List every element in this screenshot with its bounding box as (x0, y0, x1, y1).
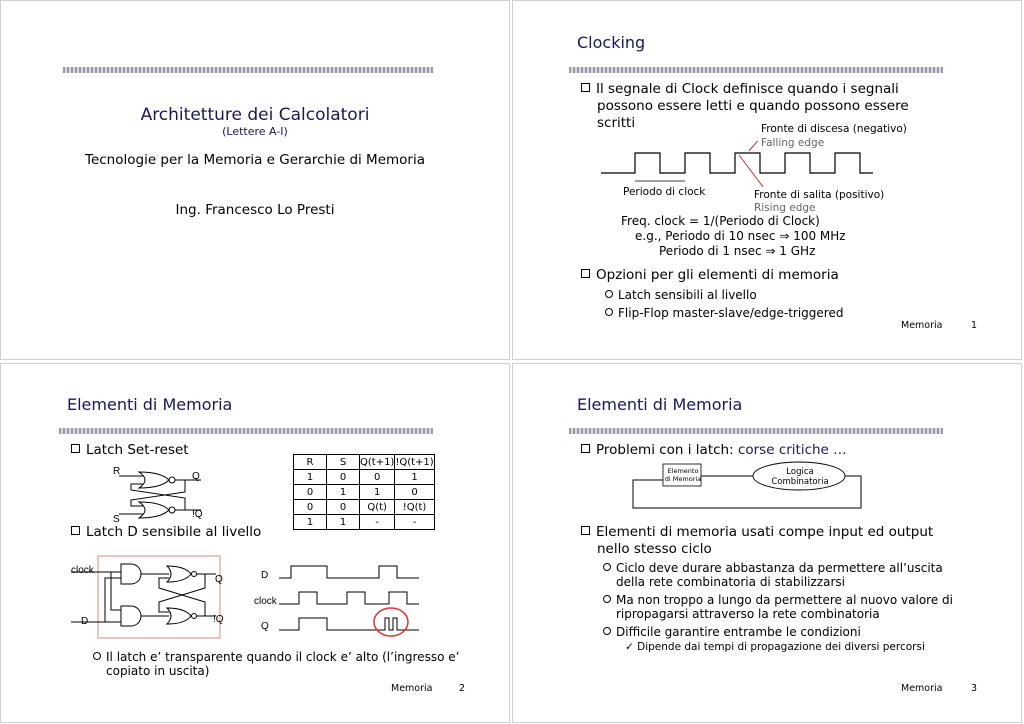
table-row (294, 455, 435, 470)
table-cell: 1 (294, 515, 327, 530)
falling-edge-arrow (749, 141, 761, 151)
table-cell: S (327, 455, 360, 470)
nor-gate-top (139, 472, 169, 488)
d-latch-label-d: D (81, 616, 89, 627)
d-latch-label-q: Q (215, 574, 223, 585)
footer-label: Memoria (901, 683, 943, 694)
glitch-highlight (374, 608, 408, 636)
wave-label-clock: clock (254, 596, 277, 607)
nor-gate-bottom (139, 502, 169, 518)
page-number: 3 (971, 683, 978, 694)
bullet-box-icon (581, 444, 590, 453)
check-propagation: ✓ Dipende dai tempi di propagazione dei diversi percorsi (625, 641, 925, 653)
sub-cycle-long: Ciclo deve durare abbastanza da permettere all’uscita (603, 561, 943, 575)
bullet-box-icon (581, 526, 590, 535)
table-cell: - (360, 515, 395, 530)
table-cell: 1 (294, 470, 327, 485)
rising-edge-en-label: Rising edge (754, 202, 816, 214)
sr-label-nq: !Q (192, 509, 203, 520)
course-title: Architetture dei Calcolatori (140, 105, 370, 125)
bullet-box-icon (71, 526, 80, 535)
combinational-logic-label: Logica Combinatoria (771, 467, 829, 487)
waveform-q (279, 618, 419, 630)
title-divider (59, 428, 433, 434)
table-cell: Q(t+1) (360, 456, 395, 468)
d-latch-outline (98, 556, 220, 638)
d-latch-diagram (71, 554, 241, 640)
table-cell: 0 (294, 500, 327, 515)
bullet-latch-problems: Problemi con i latch: corse critiche … (581, 442, 847, 458)
d-latch-label-clock: clock (71, 565, 94, 576)
table-cell: 0 (360, 470, 395, 485)
bullet-box-icon (71, 444, 80, 453)
checkmark-icon: ✓ (625, 641, 638, 653)
bullet-clock-signal-line3: scritti (597, 115, 636, 131)
and-gate-top (121, 564, 141, 584)
table-cell: 0 (395, 485, 434, 500)
sr-label-q: Q (192, 471, 200, 482)
transparent-note: Il latch e’ transparente quando il clock e’ alto (l’ingresso e’ (93, 650, 459, 664)
memory-element-label: Elemento di Memoria (664, 467, 702, 483)
table-cell: 1 (327, 485, 360, 500)
bullet-ring-icon (605, 308, 613, 316)
clock-waveform (601, 153, 873, 173)
title-divider (63, 67, 433, 73)
page-number: 1 (971, 320, 978, 331)
bullet-ring-icon (603, 595, 611, 603)
bullet-ring-icon (605, 290, 613, 298)
table-cell: 0 (294, 485, 327, 500)
title-divider (569, 67, 943, 73)
table-cell: 1 (395, 470, 434, 485)
waveform-d (279, 566, 419, 578)
slide-clocking (512, 0, 1022, 360)
table-row (294, 515, 435, 530)
sr-label-r: R (113, 466, 121, 477)
falling-edge-en-label: Falling edge (761, 137, 825, 149)
and-gate-bottom (121, 606, 141, 626)
table-row (294, 500, 435, 515)
lecture-topic: Tecnologie per la Memoria e Gerarchie di Memoria (85, 152, 425, 168)
sr-label-s: S (113, 514, 120, 525)
sub-difficult: Difficile garantire entrambe le condizioni (603, 625, 861, 639)
bullet-memory-io: Elementi di memoria usati compe input ed output (581, 524, 933, 540)
bullet-memory-options: Opzioni per gli elementi di memoria (581, 267, 839, 283)
page-number: 2 (459, 683, 466, 694)
title-divider (569, 428, 943, 434)
footer-label: Memoria (901, 320, 943, 331)
bullet-box-icon (581, 269, 590, 278)
waveform-clock (279, 592, 419, 604)
table-cell: Q(t) (360, 500, 395, 515)
transparent-note-line2: copiato in uscita) (106, 664, 210, 678)
d-latch-label-nq: !Q (213, 614, 224, 625)
sub-cycle-short-line2: ripropagarsi attraverso la rete combinatoria (616, 607, 880, 621)
freq-example-2: Periodo di 1 nsec ⇒ 1 GHz (659, 244, 816, 258)
footer-label: Memoria (391, 683, 433, 694)
sub-flipflop: Flip-Flop master-slave/edge-triggered (605, 306, 843, 320)
table-row (294, 485, 435, 500)
slide-title: Elementi di Memoria (67, 395, 233, 414)
table-cell: - (395, 515, 434, 530)
d-latch-waveforms (279, 560, 429, 640)
course-subtitle: (Lettere A-I) (222, 125, 288, 138)
bullet-ring-icon (603, 627, 611, 635)
sr-truth-table (293, 454, 435, 530)
table-cell: !Q(t) (395, 500, 434, 515)
table-cell: 0 (327, 470, 360, 485)
bullet-memory-io-line2: nello stesso ciclo (597, 541, 712, 557)
table-row (294, 470, 435, 485)
bullet-ring-icon (93, 652, 101, 660)
slide-title: Clocking (577, 33, 646, 52)
table-cell: 0 (327, 500, 360, 515)
slide-title (0, 0, 510, 360)
wave-label-q: Q (261, 621, 269, 632)
falling-edge-label: Fronte di discesa (negativo) (761, 123, 907, 135)
bullet-clock-signal-line2: possono essere letti e quando possono essere (597, 98, 909, 114)
bullet-box-icon (581, 83, 590, 92)
nor-gate-bottom (167, 608, 191, 624)
slide-memory-elements (0, 363, 510, 723)
slide-title: Elementi di Memoria (577, 395, 743, 414)
table-cell: !Q(t+1) (395, 456, 434, 468)
bullet-d-latch: Latch D sensibile al livello (71, 524, 261, 540)
table-cell: 1 (327, 515, 360, 530)
bullet-sr-latch: Latch Set-reset (71, 442, 189, 458)
table-cell: 1 (360, 485, 395, 500)
sub-cycle-long-line2: della rete combinatoria di stabilizzarsi (616, 575, 845, 589)
wave-label-d: D (261, 570, 269, 581)
table-cell: R (294, 455, 327, 470)
nor-gate-top (167, 566, 191, 582)
bullet-clock-signal: Il segnale di Clock definisce quando i segnali (581, 81, 899, 97)
slide-latch-problems (512, 363, 1022, 723)
freq-formula: Freq. clock = 1/(Periodo di Clock) (621, 214, 820, 228)
sub-latch: Latch sensibili al livello (605, 288, 757, 302)
period-label: Periodo di clock (623, 186, 706, 198)
author: Ing. Francesco Lo Presti (175, 202, 335, 218)
freq-example-1: e.g., Periodo di 10 nsec ⇒ 100 MHz (635, 229, 846, 243)
rising-edge-label: Fronte di salita (positivo) (754, 189, 885, 201)
sub-cycle-short: Ma non troppo a lungo da permettere al nuovo valore di (603, 593, 953, 607)
bullet-ring-icon (603, 563, 611, 571)
